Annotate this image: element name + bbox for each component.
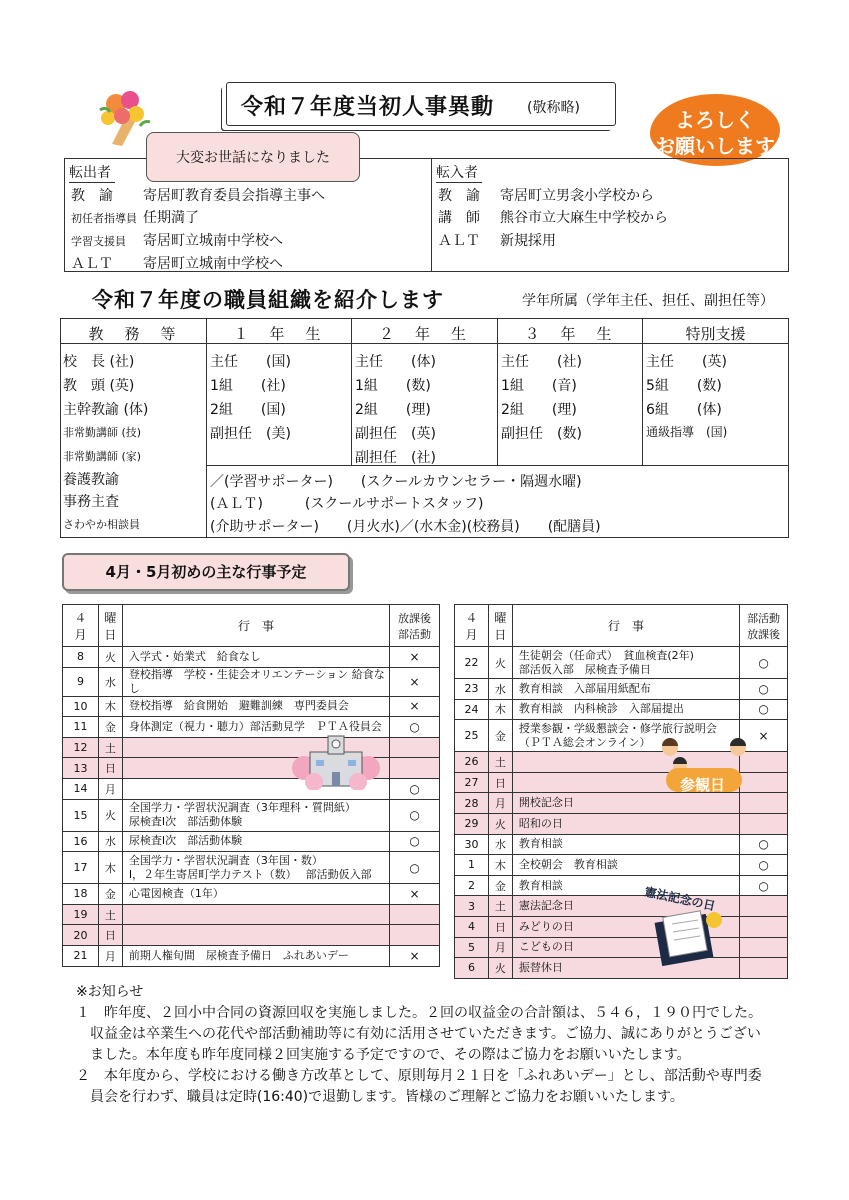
event-date: 28 (455, 793, 489, 814)
col-day: 曜 日 (488, 605, 512, 647)
event-mark: × (390, 647, 440, 668)
event-mark (390, 737, 440, 758)
event-row (63, 904, 440, 925)
staff-item: 非常勤講師 (技) (63, 426, 142, 439)
event-text: 教育相談 内科検診 入部届提出 (512, 699, 739, 720)
event-date: 23 (455, 679, 489, 700)
event-date: 11 (63, 717, 99, 738)
event-row (63, 852, 440, 884)
event-row (63, 696, 440, 717)
event-weekday: 金 (98, 717, 122, 738)
event-mark: ○ (390, 717, 440, 738)
staff-item: 主幹教諭 (体) (63, 402, 149, 418)
event-date: 4 (455, 916, 489, 937)
support-line: (ＡＬＴ) (スクールサポートスタッフ) (210, 496, 484, 512)
event-mark: ○ (390, 778, 440, 799)
transfer-in-section (432, 159, 788, 271)
grade1-item: 1組 (社) (210, 378, 286, 394)
event-mark (740, 937, 788, 958)
grade3-item: 主任 (社) (501, 354, 582, 370)
badge-line2: お願いします (655, 134, 775, 158)
staff-item: 校 長 (社) (63, 354, 135, 370)
transfer-in-row: ＡＬＴ 新規採用 (438, 233, 556, 249)
event-weekday: 木 (98, 696, 122, 717)
event-weekday: 木 (488, 699, 512, 720)
event-mark: × (390, 667, 440, 696)
col-event: 行 事 (512, 605, 739, 647)
event-date: 24 (455, 699, 489, 720)
transfer-out-row: ＡＬＴ 寄居町立城南中学校へ (71, 256, 283, 272)
sankanbi-illustration (660, 736, 748, 796)
event-weekday: 水 (98, 831, 122, 852)
kenpo-label: 憲法記念の日 (643, 884, 717, 914)
grade1-item: 2組 (国) (210, 402, 286, 418)
notice-section (76, 982, 806, 1108)
col-after: 放課後 部活動 (390, 605, 440, 647)
notice-line: 員会を行わず、職員は定時(16:40)で退勤します。皆様のご理解とご協力をお願いいたします。 (76, 1089, 684, 1105)
event-text: 尿検査Ⅰ次 部活動体験 (122, 831, 389, 852)
event-date: 27 (455, 772, 489, 793)
event-weekday: 火 (488, 813, 512, 834)
event-date: 2 (455, 875, 489, 896)
event-text: 教育相談 (512, 834, 739, 855)
transfer-out-row: 学習支援員 寄居町立城南中学校へ (71, 233, 283, 249)
staff-item: 養護教諭 (63, 472, 119, 488)
event-mark: ○ (740, 699, 788, 720)
event-text: 登校指導 学校・生徒会オリエンテーション 給食なし (122, 667, 389, 696)
event-mark: ○ (740, 855, 788, 876)
notice-line: ２ 本年度から、学校における働き方改革として、原則毎月２１日を「ふれあいデー」とし、部活動や専門委 (76, 1068, 762, 1084)
event-mark: ○ (740, 875, 788, 896)
col-event: 行 事 (122, 605, 389, 647)
page-title: 令和７年度当初人事異動 (241, 95, 495, 120)
support-line: ／(学習サポーター) (スクールカウンセラー・隔週水曜) (210, 474, 582, 490)
grade3-item: 副担任 (数) (501, 426, 582, 442)
event-weekday: 土 (488, 752, 512, 773)
event-mark: ○ (740, 679, 788, 700)
event-date: 30 (455, 834, 489, 855)
sankanbi-label: 参観日 (680, 776, 726, 794)
event-date: 17 (63, 852, 99, 884)
event-row (455, 834, 788, 855)
event-date: 9 (63, 667, 99, 696)
event-mark: × (390, 945, 440, 966)
grade3-item: 1組 (音) (501, 378, 577, 394)
event-row (63, 667, 440, 696)
transfer-in-row: 教 諭 寄居町立男衾小学校から (438, 188, 654, 204)
event-text: 全校朝会 教育相談 (512, 855, 739, 876)
staff-item: さわやか相談員 (63, 518, 140, 531)
special-item: 通級指導 (国) (646, 425, 728, 439)
event-text: 教育相談 入部届用紙配布 (512, 679, 739, 700)
support-line: (介助サポーター) (月火水)／(水木金)(校務員) (配膳員) (210, 519, 601, 535)
event-date: 29 (455, 813, 489, 834)
event-text: 入学式・始業式 給食なし (122, 647, 389, 668)
grade2-item: 1組 (数) (355, 378, 431, 394)
event-text: 振替休日 (512, 958, 739, 979)
event-row (63, 717, 440, 738)
event-mark: ○ (390, 799, 440, 831)
event-text: 授業参観・学級懇談会・修学旅行説明会 （ＰＴＡ総会オンライン） (512, 720, 739, 752)
special-item: 主任 (英) (646, 354, 727, 370)
notice-heading: ※お知らせ (76, 984, 144, 1000)
event-date: 6 (455, 958, 489, 979)
grade2-item: 副担任 (社) (355, 450, 436, 466)
notice-line: １ 昨年度、２回小中合同の資源回収を実施しました。２回の収益金の合計額は、５４６，１９０円でした。 (76, 1005, 762, 1021)
event-row (455, 699, 788, 720)
event-date: 13 (63, 758, 99, 779)
staff-item: 事務主査 (63, 494, 119, 510)
event-weekday: 木 (98, 852, 122, 884)
event-row (63, 925, 440, 946)
event-mark (390, 758, 440, 779)
event-row (63, 737, 440, 758)
events-table-left (62, 604, 440, 967)
event-weekday: 火 (98, 799, 122, 831)
event-weekday: 水 (98, 667, 122, 696)
event-mark: ○ (740, 834, 788, 855)
notice-line: 収益金は卒業生への花代や部活動補助等に有効に活用させていただきます。ご協力、誠にありがとうござい (76, 1026, 761, 1042)
badge-line1: よろしく (675, 108, 755, 132)
event-row (455, 813, 788, 834)
col-month: ４ 月 (455, 605, 489, 647)
notice-line: ました。本年度も昨年度同様２回実施する予定ですので、その際はご協力をお願いいたします。 (76, 1047, 691, 1063)
event-date: 25 (455, 720, 489, 752)
event-weekday: 土 (488, 896, 512, 917)
yoroshiku-badge (650, 94, 780, 166)
event-date: 15 (63, 799, 99, 831)
event-date: 26 (455, 752, 489, 773)
title-note: (敬称略) (527, 100, 580, 116)
event-weekday: 日 (98, 925, 122, 946)
event-text: 生徒朝会（任命式） 貧血検査(2年) 部活仮入部 尿検査予備日 (512, 647, 739, 679)
event-date: 22 (455, 647, 489, 679)
staff-item: 非常勤講師 (家) (63, 450, 142, 463)
event-mark: × (390, 696, 440, 717)
event-row (63, 799, 440, 831)
event-mark (740, 896, 788, 917)
event-row (455, 937, 788, 958)
event-mark (740, 916, 788, 937)
org-subtitle: 学年所属（学年主任、担任、副担任等） (522, 293, 774, 309)
org-header: １ 年 生 (233, 325, 324, 343)
event-weekday: 火 (488, 958, 512, 979)
event-row (455, 647, 788, 679)
event-date: 16 (63, 831, 99, 852)
event-weekday: 水 (488, 834, 512, 855)
event-row (455, 958, 788, 979)
event-weekday: 月 (98, 945, 122, 966)
col-after: 部活動 放課後 (740, 605, 788, 647)
event-date: 10 (63, 696, 99, 717)
org-title: 令和７年度の職員組織を紹介します (92, 288, 444, 312)
event-date: 12 (63, 737, 99, 758)
event-row (63, 758, 440, 779)
event-weekday: 日 (488, 772, 512, 793)
event-text: 昭和の日 (512, 813, 739, 834)
event-mark (740, 958, 788, 979)
event-weekday: 水 (488, 679, 512, 700)
event-weekday: 土 (98, 904, 122, 925)
event-text (122, 904, 389, 925)
event-date: 19 (63, 904, 99, 925)
special-item: 6組 (体) (646, 402, 722, 418)
event-weekday: 火 (488, 647, 512, 679)
col-day: 曜 日 (98, 605, 122, 647)
event-text: こどもの日 (512, 937, 739, 958)
grade2-item: 副担任 (英) (355, 426, 436, 442)
event-mark (740, 813, 788, 834)
event-row (455, 875, 788, 896)
event-date: 21 (63, 945, 99, 966)
event-text (122, 925, 389, 946)
event-text: みどりの日 (512, 916, 739, 937)
event-weekday: 月 (488, 793, 512, 814)
transfer-in-heading: 転入者 (436, 162, 482, 183)
event-weekday: 金 (488, 875, 512, 896)
event-row (63, 884, 440, 905)
grade2-item: 主任 (体) (355, 354, 436, 370)
event-mark: × (740, 720, 788, 752)
event-mark (390, 925, 440, 946)
event-row (63, 778, 440, 799)
grade1-item: 副担任 (美) (210, 426, 291, 442)
transfer-out-heading: 転出者 (69, 162, 115, 183)
event-text: 憲法記念日 (512, 896, 739, 917)
org-header: ２ 年 生 (378, 325, 469, 343)
event-weekday: 火 (98, 647, 122, 668)
event-date: 3 (455, 896, 489, 917)
thanks-label: 大変お世話になりました (146, 132, 360, 182)
event-row (455, 855, 788, 876)
event-mark (390, 904, 440, 925)
school-building-icon (292, 730, 380, 790)
event-mark: ○ (740, 647, 788, 679)
event-text: 開校記念日 (512, 793, 739, 814)
event-text: 前期人権旬間 尿検査予備日 ふれあいデー (122, 945, 389, 966)
title-box (226, 82, 616, 126)
event-mark: ○ (390, 852, 440, 884)
grade2-item: 2組 (理) (355, 402, 431, 418)
event-text: 全国学力・学習状況調査（3年理科・質問紙） 尿検査Ⅰ次 部活動体験 (122, 799, 389, 831)
event-text: 全国学力・学習状況調査（3年国・数） Ⅰ，２年生寄居町学力テスト（数） 部活動仮入部 (122, 852, 389, 884)
event-date: 1 (455, 855, 489, 876)
event-date: 5 (455, 937, 489, 958)
event-row (63, 945, 440, 966)
event-weekday: 土 (98, 737, 122, 758)
event-date: 8 (63, 647, 99, 668)
org-header: 特別支援 (685, 325, 746, 343)
event-weekday: 月 (488, 937, 512, 958)
events-title: 4月・5月初めの主な行事予定 (62, 553, 350, 591)
org-header: 教 務 等 (88, 325, 179, 343)
event-weekday: 金 (98, 884, 122, 905)
staff-org-table (60, 318, 789, 538)
event-text: 身体測定（視力・聴力）部活動見学 ＰＴＡ役員会 (122, 717, 389, 738)
event-weekday: 金 (488, 720, 512, 752)
flower-bouquet-icon (92, 86, 152, 148)
event-weekday: 日 (488, 916, 512, 937)
col-month: ４ 月 (63, 605, 99, 647)
event-text: 教育相談 (512, 875, 739, 896)
event-row (63, 831, 440, 852)
grade3-item: 2組 (理) (501, 402, 577, 418)
event-mark: × (390, 884, 440, 905)
event-row (455, 679, 788, 700)
event-text: 心電図検査（1年） (122, 884, 389, 905)
event-weekday: 木 (488, 855, 512, 876)
kenpo-illustration (640, 884, 732, 968)
event-date: 14 (63, 778, 99, 799)
special-item: 5組 (数) (646, 378, 722, 394)
event-row (63, 647, 440, 668)
event-date: 18 (63, 884, 99, 905)
event-date: 20 (63, 925, 99, 946)
org-header: ３ 年 生 (524, 325, 615, 343)
transfer-out-row: 初任者指導員 任期満了 (71, 210, 199, 226)
event-weekday: 月 (98, 778, 122, 799)
event-row (455, 916, 788, 937)
staff-item: 教 頭 (英) (63, 378, 135, 394)
event-text: 登校指導 給食開始 避難訓練 専門委員会 (122, 696, 389, 717)
event-weekday: 日 (98, 758, 122, 779)
transfer-in-row: 講 師 熊谷市立大麻生中学校から (438, 210, 668, 226)
grade1-item: 主任 (国) (210, 354, 291, 370)
transfer-out-row: 教 諭 寄居町教育委員会指導主事へ (71, 188, 325, 204)
event-row (455, 896, 788, 917)
event-mark: ○ (390, 831, 440, 852)
